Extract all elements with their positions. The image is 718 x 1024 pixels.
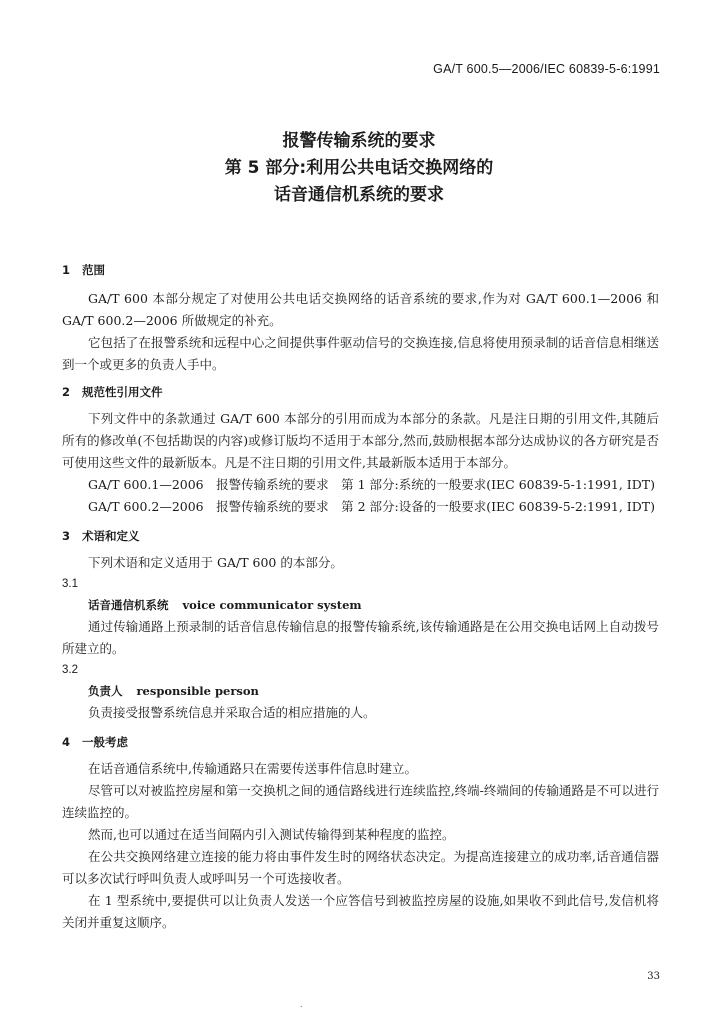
paragraph: GA/T 600 本部分规定了对使用公共电话交换网络的话音系统的要求,作为对 GA/T 600.1—2006 和 GA/T 600.2—2006 所做规定的补充。 xyxy=(62,291,659,328)
term-definition: 负责接受报警系统信息并采取合适的相应措施的人。 xyxy=(88,705,376,720)
document-body xyxy=(62,262,659,934)
reference-entry: GA/T 600.1—2006 报警传输系统的要求 第 1 部分:系统的一般要求(IEC 60839-5-1:1991, IDT) xyxy=(88,477,655,492)
title-line-2: 第 5 部分:利用公共电话交换网络的 xyxy=(224,158,494,178)
term-zh: 负责人 xyxy=(88,684,123,698)
paragraph: 下列文件中的条款通过 GA/T 600 本部分的引用而成为本部分的条款。凡是注日期的引用文件,其随后所有的修改单(不包括勘误的内容)或修订版均不适用于本部分,然而,鼓励根据本部分达成协议的各方研究是否可使用这些文件的最新版本。凡是不注日期的引用文件,其最新版本适用于本部分。 xyxy=(62,411,659,470)
reference-entry: GA/T 600.2—2006 报警传输系统的要求 第 2 部分:设备的一般要求(IEC 60839-5-2:1991, IDT) xyxy=(88,499,655,514)
paragraph: 在 1 型系统中,要提供可以让负责人发送一个应答信号到被监控房屋的设施,如果收不到此信号,发信机将关闭并重复这顺序。 xyxy=(62,893,659,930)
clause-number: 3.1 xyxy=(62,578,78,590)
title-line-1: 报警传输系统的要求 xyxy=(282,131,436,151)
page-number: 33 xyxy=(647,971,660,982)
term-en: responsible person xyxy=(136,684,259,698)
footer-mark: . xyxy=(300,1000,303,1009)
paragraph: 在话音通信系统中,传输通路只在需要传送事件信息时建立。 xyxy=(88,761,417,776)
term-zh: 话音通信机系统 xyxy=(88,598,169,612)
paragraph: 尽管可以对被监控房屋和第一交换机之间的通信路线进行连续监控,终端-终端间的传输通路是不可以进行连续监控的。 xyxy=(62,783,659,820)
term-entry xyxy=(62,680,659,702)
paragraph: 在公共交换网络建立连接的能力将由事件发生时的网络状态决定。为提高连接建立的成功率,话音通信器可以多次试行呼叫负责人或呼叫另一个可选接收者。 xyxy=(62,849,659,886)
section-heading: 2 规范性引用文件 xyxy=(62,385,163,399)
paragraph: 它包括了在报警系统和远程中心之间提供事件驱动信号的交换连接,信息将使用预录制的话音信息相继送到一个或更多的负责人手中。 xyxy=(62,335,659,372)
term-entry xyxy=(62,594,659,616)
paragraph: 然而,也可以通过在适当间隔内引入测试传输得到某种程度的监控。 xyxy=(88,827,455,842)
paragraph: 下列术语和定义适用于 GA/T 600 的本部分。 xyxy=(88,555,343,570)
term-definition: 通过传输通路上预录制的话音信息传输信息的报警传输系统,该传输通路是在公用交换电话网上自动拨号所建立的。 xyxy=(62,619,659,656)
term-en: voice communicator system xyxy=(182,598,362,612)
clause-number: 3.2 xyxy=(62,664,78,676)
document-title xyxy=(0,128,718,209)
title-line-3: 话音通信机系统的要求 xyxy=(274,185,444,205)
section-heading: 3 术语和定义 xyxy=(62,529,140,543)
section-heading: 1 范围 xyxy=(62,263,105,277)
section-heading: 4 一般考虑 xyxy=(62,735,128,749)
standard-code: GA/T 600.5—2006/IEC 60839-5-6:1991 xyxy=(433,62,660,76)
